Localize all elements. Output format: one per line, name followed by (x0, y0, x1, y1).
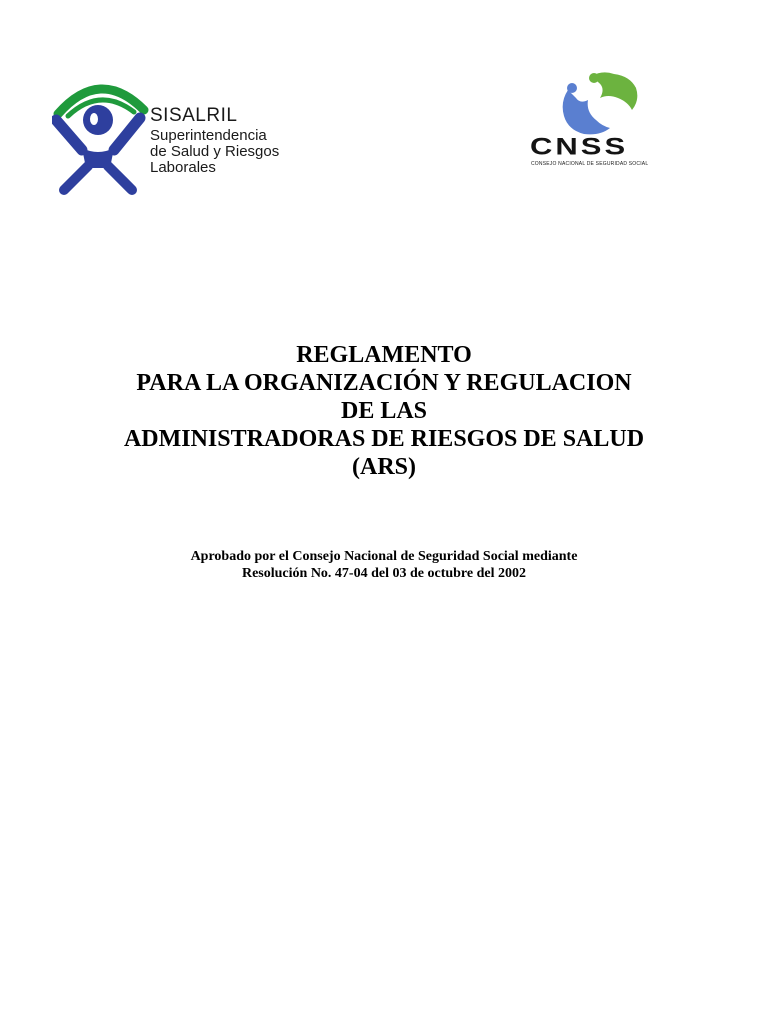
title-line: PARA LA ORGANIZACIÓN Y REGULACION (136, 370, 632, 396)
title-line: DE LAS (340, 398, 428, 424)
sisalril-logo (52, 72, 292, 202)
sisalril-line: Laborales (150, 159, 216, 176)
approval-line: Aprobado por el Consejo Nacional de Seguridad Social mediante (190, 549, 578, 564)
approval-note (0, 548, 768, 582)
sisalril-line: Superintendencia (150, 127, 267, 144)
cnss-hands-icon (558, 70, 642, 140)
cnss-wordmark: CNSS (530, 132, 629, 160)
cnss-logo (528, 70, 676, 174)
title-line: (ARS) (352, 454, 416, 480)
sisalril-name: SISALRIL (150, 105, 238, 126)
sisalril-line: de Salud y Riesgos (150, 143, 280, 160)
sisalril-emblem-icon (52, 72, 152, 196)
document-title (0, 341, 768, 481)
title-line: ADMINISTRADORAS DE RIESGOS DE SALUD (123, 426, 645, 452)
approval-line: Resolución No. 47-04 del 03 de octubre del 2002 (241, 566, 526, 581)
sisalril-text (150, 106, 279, 176)
title-line: REGLAMENTO (296, 342, 472, 368)
cnss-subtitle: CONSEJO NACIONAL DE SEGURIDAD SOCIAL (531, 161, 649, 167)
